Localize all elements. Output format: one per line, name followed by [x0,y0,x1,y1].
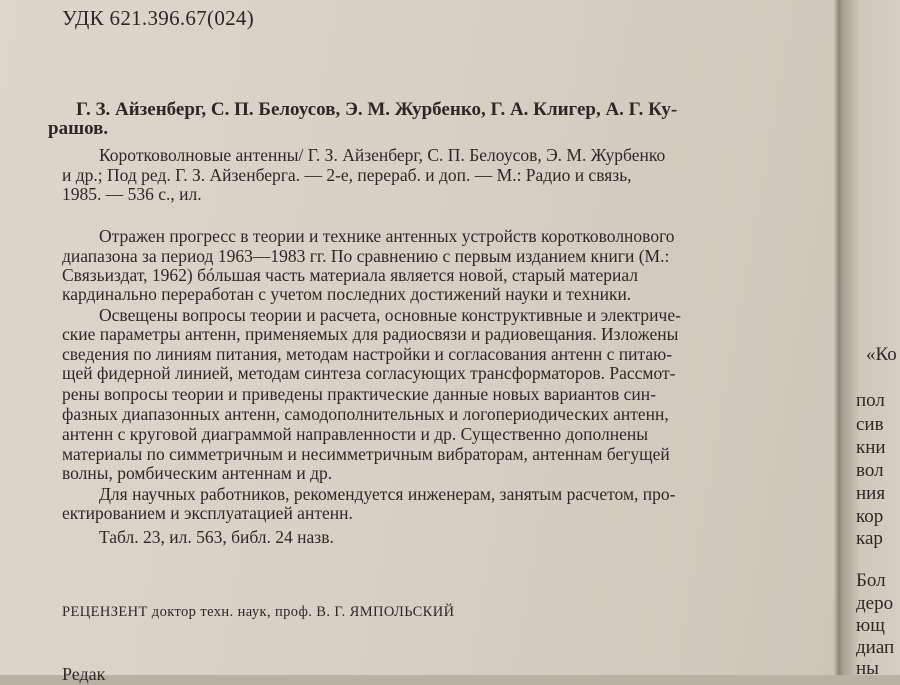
abstract-line-11: антенн с круговой диаграммой направленности и др. Существенно дополнены [62,424,648,444]
next-page-fragment: диап [856,637,895,658]
abstract-line-2: диапазона за период 1963—1983 гг. По сравнению с первым изданием книги (М.: [62,246,670,266]
next-page-fragment: ния [856,483,886,504]
citation-line-1: Коротковолновые антенны/ Г. З. Айзенберг, С. П. Белоусов, Э. М. Журбенко [99,145,666,165]
next-page-edge [842,0,900,675]
abstract-line-10: фазных диапазонных антенн, самодополнительных и логопериодических антенн, [62,404,669,424]
abstract-line-9: рены вопросы теории и приведены практические данные новых вариантов син- [62,384,656,404]
abstract-line-13: волны, ромбическим антеннам и др. [62,463,333,483]
next-page-fragment: деро [856,593,894,614]
abstract-line-8: щей фидерной линией, методам синтеза согласующих трансформаторов. Рассмот- [62,363,676,383]
abstract-line-3: Связьиздат, 1962) бóльшая часть материала является новой, старый материал [62,265,638,285]
citation-line-3: 1985. — 536 с., ил. [62,184,202,204]
abstract-line-1: Отражен прогресс в теории и технике антенных устройств коротковолнового [99,226,675,246]
next-page-fragment: «Ко [866,344,897,365]
authors-line-2: рашов. [48,118,109,139]
udk-code: УДК 621.396.67(024) [62,6,255,30]
cut-off-line: Редак [62,664,106,684]
next-page-fragment: ны [856,658,879,675]
citation-line-2: и др.; Под ред. Г. З. Айзенберга. — 2-е, перераб. и доп. — М.: Радио и связь, [62,165,632,185]
reviewer-line: РЕЦЕНЗЕНТ доктор техн. наук, проф. В. Г. ЯМПОЛЬСКИЙ [62,604,455,620]
abstract-line-5: Освещены вопросы теории и расчета, основные конструктивные и электриче- [99,305,681,325]
next-page-fragment: кар [856,528,883,549]
authors-line-1: Г. З. Айзенберг, С. П. Белоусов, Э. М. Журбенко, Г. А. Клигер, А. Г. Ку- [76,99,678,120]
next-page-fragment: кор [856,506,884,527]
next-page-fragment: сив [856,414,884,435]
abstract-line-6: ские параметры антенн, применяемых для радиосвязи и радиовещания. Изложены [62,324,679,344]
abstract-line-12: материалы по симметричным и несимметричным вибраторам, антеннам бегущей [62,444,670,464]
next-page-fragment: пол [856,390,885,411]
next-page-fragment: вол [856,460,884,481]
abstract-line-4: кардинально переработан с учетом последних достижений науки и техники. [62,284,632,304]
abstract-line-15: ектированием и эксплуатацией антенн. [62,503,353,523]
book-stats: Табл. 23, ил. 563, библ. 24 назв. [99,527,334,547]
next-page-fragment: ющ [856,615,885,636]
abstract-line-14: Для научных работников, рекомендуется инженерам, занятым расчетом, про- [99,484,676,504]
next-page-fragment: кни [856,437,886,458]
abstract-line-7: сведения по линиям питания, методам настройки и согласования антенн с питаю- [62,344,673,364]
next-page-fragment: Бол [856,570,886,591]
